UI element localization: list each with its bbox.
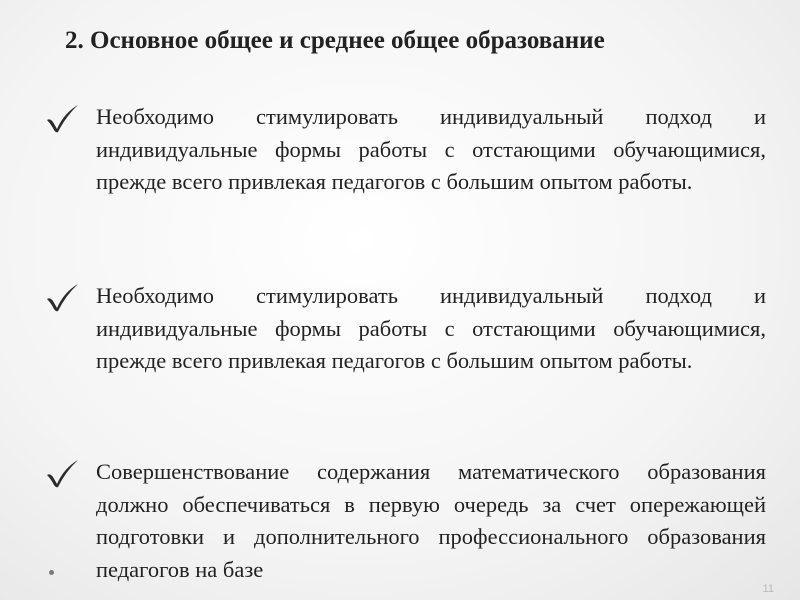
- bullet-text: Совершенствование содержания математического образования должно обеспечиваться в первую очередь за счет опережающей подготовки и дополнительного профессионального образования педагогов на базе: [96, 459, 766, 582]
- checkmark-icon: [44, 282, 84, 312]
- bullet-text: Необходимо стимулировать индивидуальный подход и индивидуальные формы работы с отстающими обучающимися, прежде всего привлекая педагогов с большим опытом работы.: [96, 283, 766, 373]
- checkmark-icon: [44, 458, 84, 488]
- bullet-dot-icon: [49, 570, 54, 575]
- bullet-text: Необходимо стимулировать индивидуальный подход и индивидуальные формы работы с отстающими обучающимися, прежде всего привлекая педагогов с большим опытом работы.: [96, 104, 766, 194]
- page-number: 11: [762, 583, 774, 595]
- slide-title: 2. Основное общее и среднее общее образование: [65, 27, 605, 54]
- checkmark-icon: [44, 103, 84, 133]
